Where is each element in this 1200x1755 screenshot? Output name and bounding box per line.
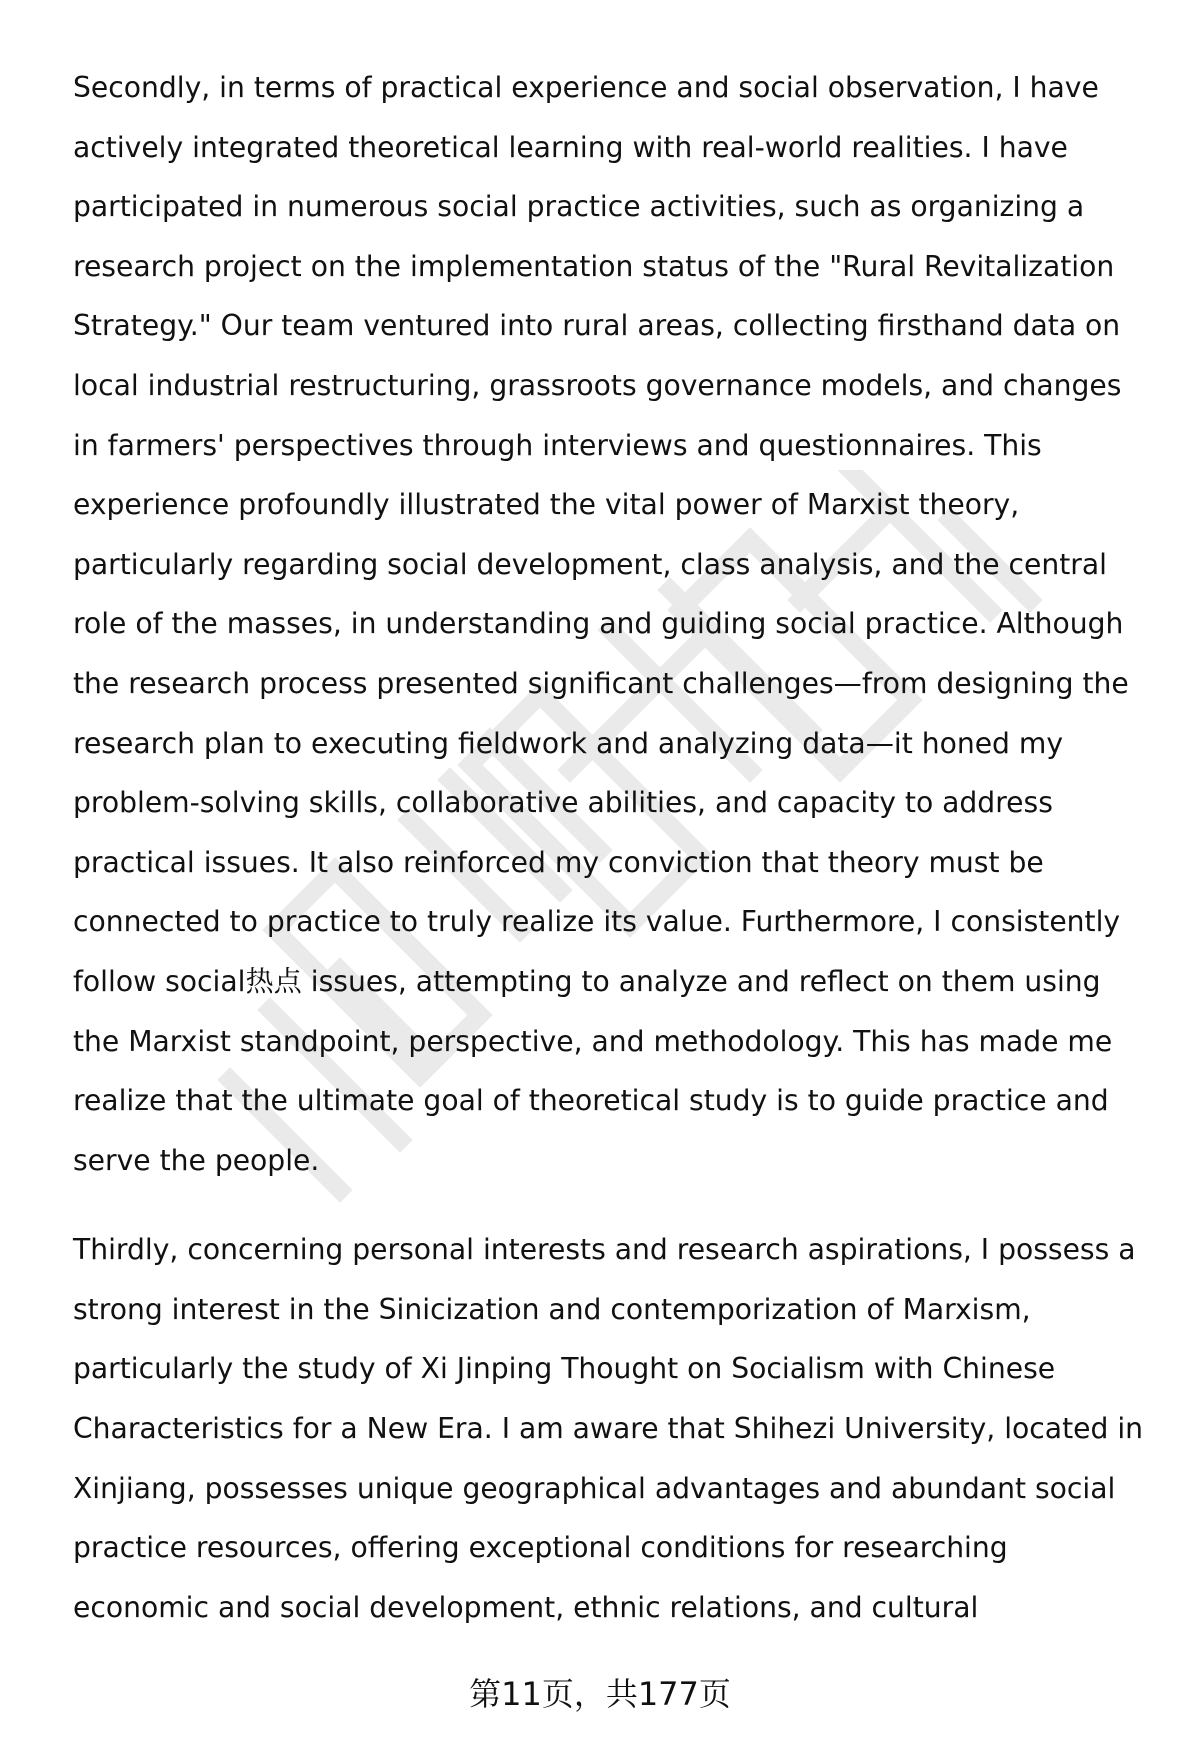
paragraph-practical-experience: Secondly, in terms of practical experience and social observation, I have actively integrated theoretical learning with real-world realities. I have participated in numerous social practice activities, such as organizing a research project on the implementation status of the "Rural Revitalization Strategy." Our team ventured into rural areas, collecting firsthand data on local industrial restructuring, grassroots governance models, and changes in farmers' perspectives through interviews and questionnaires. This experience profoundly illustrated the vital power of Marxist theory, particularly regarding social development, class analysis, and the central role of the masses, in understanding and guiding social practice. Although the research process presented significant challenges—from designing the research plan to executing fieldwork and analyzing data—it honed my problem-solving skills, collaborative abilities, and capacity to address practical issues. It also reinforced my conviction that theory must be connected to practice to truly realize its value. Furthermore, I consistently follow social热点 issues, attempting to analyze and reflect on them using the Marxist standpoint, perspective, and methodology. This has made me realize that the ultimate goal of theoretical study is to guide practice and serve the people. <box>73 71 1129 1177</box>
paragraph-research-interests: Thirdly, concerning personal interests and research aspirations, I possess a strong interest in the Sinicization and contemporization of Marxism, particularly the study of Xi Jinping Thought on Socialism with Chinese Characteristics for a New Era. I am aware that Shihezi University, located in Xinjiang, possesses unique geographical advantages and abundant social practice resources, offering exceptional conditions for researching economic and social development, ethnic relations, and cultural <box>73 1233 1144 1624</box>
page-number: 第11页，共177页 <box>469 1675 731 1713</box>
document-body <box>73 58 1151 1637</box>
